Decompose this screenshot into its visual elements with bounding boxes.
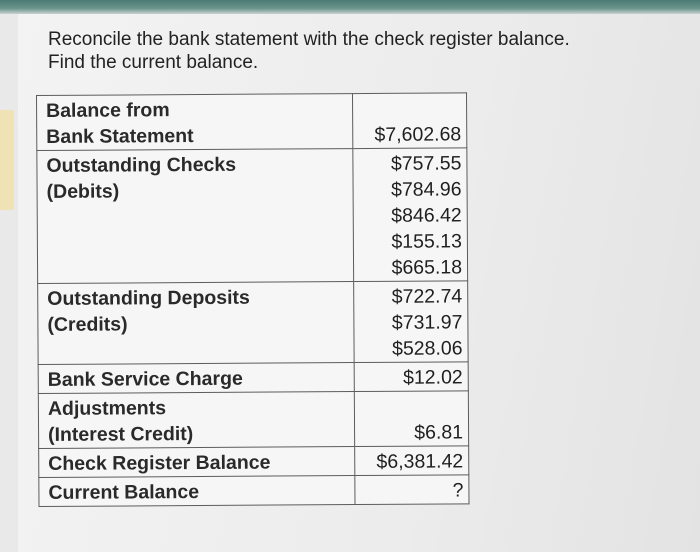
current-balance-label (39, 476, 355, 507)
bank-statement-label-line2: Bank Statement (46, 125, 194, 148)
check-register-label-text: Check Register Balance (48, 451, 271, 475)
window-top-strip (0, 0, 700, 14)
prompt-line-1: Reconcile the bank statement with the check register balance. (48, 29, 570, 50)
bank-statement-row (37, 93, 467, 151)
check-register-row (39, 446, 469, 478)
bank-statement-label-line1: Balance from (46, 99, 170, 122)
check-register-amount-cell (355, 446, 469, 476)
current-balance-label-text: Current Balance (48, 481, 200, 504)
current-balance-row (39, 475, 469, 507)
adjustments-row (38, 391, 468, 449)
bank-statement-amount: $7,602.68 (374, 123, 462, 146)
service-charge-amount: $12.02 (403, 366, 463, 389)
adjustments-label (38, 392, 354, 449)
deposit-amount: $731.97 (391, 311, 463, 334)
bank-statement-amount-cell (352, 93, 466, 149)
deposit-amount: $722.74 (391, 285, 463, 308)
bank-statement-label (37, 94, 353, 151)
outstanding-deposits-label-line2: (Credits) (47, 313, 128, 336)
outstanding-deposits-row (38, 281, 468, 365)
page-edge-tab (0, 110, 14, 210)
outstanding-checks-label-line1: Outstanding Checks (46, 153, 237, 177)
adjustments-amount: $6.81 (414, 421, 464, 444)
service-charge-row (38, 362, 468, 394)
check-amount: $155.13 (391, 230, 462, 253)
check-register-amount: $6,381.42 (376, 450, 464, 473)
adjustments-label-line2: (Interest Credit) (48, 423, 194, 446)
check-amount: $846.42 (391, 204, 462, 227)
current-balance-answer[interactable]: ? (452, 479, 464, 502)
check-amount: $665.18 (391, 256, 463, 279)
service-charge-amount-cell (354, 362, 468, 392)
outstanding-checks-amounts (353, 148, 468, 282)
question-prompt (48, 28, 570, 74)
outstanding-checks-label-line2: (Debits) (46, 180, 120, 203)
service-charge-label (38, 363, 354, 394)
current-balance-answer-cell[interactable] (355, 475, 469, 505)
reconciliation-table (36, 92, 470, 507)
outstanding-deposits-label (38, 282, 354, 365)
adjustments-label-line1: Adjustments (47, 397, 167, 420)
check-amount: $757.55 (390, 152, 462, 175)
outstanding-checks-label (37, 149, 354, 284)
check-register-label (39, 447, 355, 478)
outstanding-deposits-label-line1: Outstanding Deposits (47, 286, 250, 310)
adjustments-amount-cell (354, 391, 468, 447)
check-amount: $784.96 (391, 178, 462, 201)
outstanding-checks-row (37, 148, 468, 284)
prompt-line-2: Find the current balance. (48, 52, 259, 73)
deposit-amount: $528.06 (391, 337, 463, 360)
outstanding-deposits-amounts (354, 281, 468, 363)
service-charge-label-text: Bank Service Charge (47, 367, 243, 391)
